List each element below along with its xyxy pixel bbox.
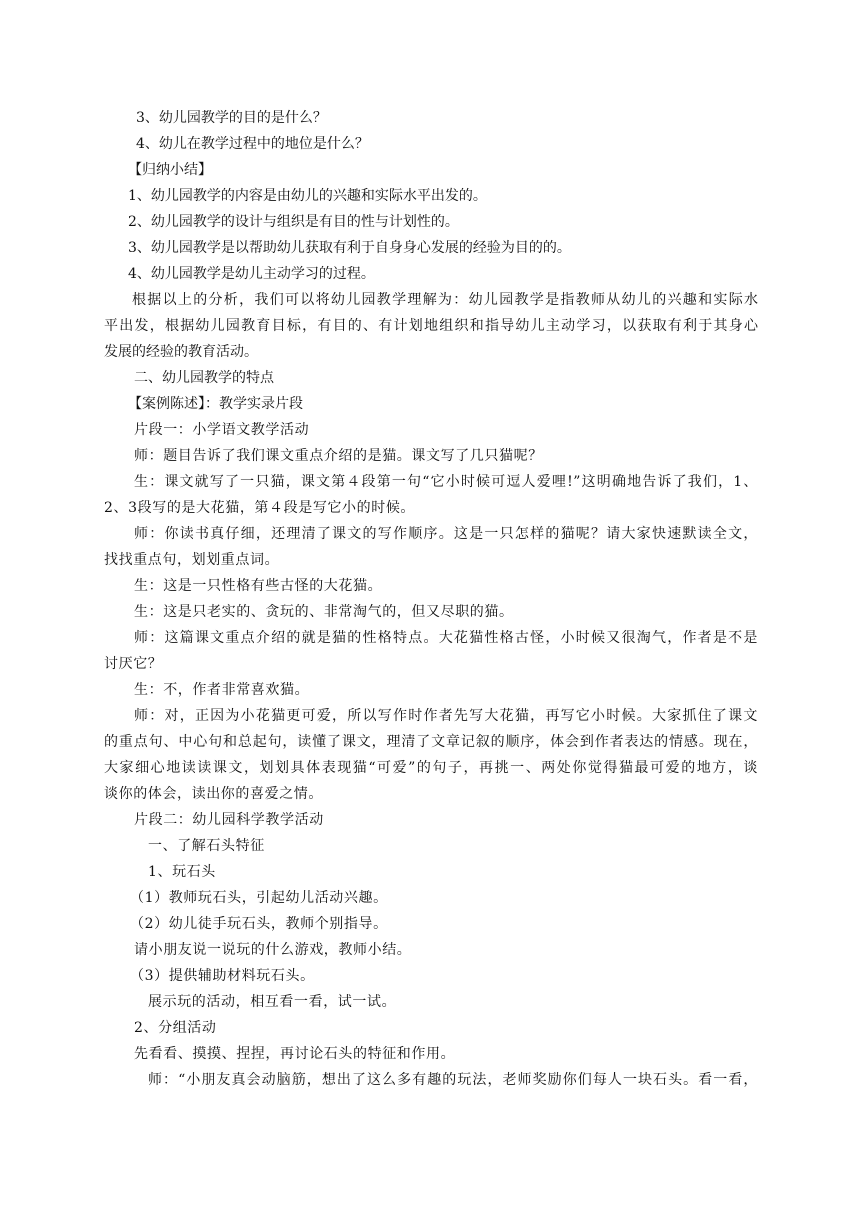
teacher-line-2a: 师：你读书真仔细，还理清了课文的写作顺序。这是一只怎样的猫呢？请大家快速默读全文，	[134, 526, 758, 542]
teacher-line-3b: 讨厌它？	[104, 656, 163, 672]
question-3: 3、幼儿园教学的目的是什么？	[136, 110, 327, 126]
teacher-line-4a: 师：对，正因为小花猫更可爱，所以写作时作者先写大花猫，再写它小时候。大家抓住了课文	[134, 708, 758, 724]
summary-item-2: 2、幼儿园教学的设计与组织是有目的性与计划性的。	[128, 214, 459, 230]
definition-line-3: 发展的经验的教育活动。	[104, 344, 258, 360]
section-heading: 二、幼儿园教学的特点	[134, 370, 274, 386]
teacher-line-4b: 的重点句、中心句和总起句，读懂了课文，理清了文章记叙的顺序，体会到作者表达的情感。现在，	[104, 734, 758, 750]
teacher-line-3a: 师：这篇课文重点介绍的就是猫的性格特点。大花猫性格古怪，小时候又很淘气，作者是不是	[134, 630, 758, 646]
student-line-1b: 2、3段写的是大花猫，第４段是写它小的时候。	[104, 500, 416, 516]
student-line-4: 生：不，作者非常喜欢猫。	[134, 682, 310, 698]
play-step-2-note: 请小朋友说一说玩的什么游戏，教师小结。	[134, 942, 412, 958]
play-heading: 1、玩石头	[148, 864, 216, 880]
definition-line-2: 平出发，根据幼儿园教育目标，有目的、有计划地组织和指导幼儿主动学习，以获取有利于其身心	[104, 318, 758, 334]
fragment-1-title: 片段一：小学语文教学活动	[134, 422, 310, 438]
student-line-2: 生：这是一只性格有些古怪的大花猫。	[134, 578, 383, 594]
question-4: 4、幼儿在教学过程中的地位是什么？	[136, 136, 369, 152]
play-step-2: （2）幼儿徒手玩石头，教师个别指导。	[130, 916, 388, 932]
student-line-1a: 生：课文就写了一只猫，课文第４段第一句“它小时候可逗人爱哩!”这明确地告诉了我们，1、	[134, 474, 758, 490]
play-step-3-note: 展示玩的活动，相互看一看，试一试。	[148, 994, 397, 1010]
teacher-line-1: 师：题目告诉了我们课文重点介绍的是猫。课文写了几只猫呢？	[134, 448, 543, 464]
definition-line-1: 根据以上的分析，我们可以将幼儿园教学理解为：幼儿园教学是指教师从幼儿的兴趣和实际水	[132, 292, 758, 308]
summary-item-3: 3、幼儿园教学是以帮助幼儿获取有利于自身身心发展的经验为目的的。	[128, 240, 571, 256]
fragment-2-title: 片段二：幼儿园科学教学活动	[134, 812, 324, 828]
teacher-line-5: 师：“小朋友真会动脑筋，想出了这么多有趣的玩法，老师奖励你们每人一块石头。看一看，	[148, 1072, 758, 1088]
teacher-line-4d: 谈你的体会，读出你的喜爱之情。	[104, 786, 323, 802]
summary-item-4: 4、幼儿园教学是幼儿主动学习的过程。	[128, 266, 375, 282]
teacher-line-2b: 找找重点句，划划重点词。	[104, 552, 280, 568]
group-heading: 2、分组活动	[134, 1020, 217, 1036]
student-line-3: 生：这是只老实的、贪玩的、非常淘气的，但又尽职的猫。	[134, 604, 514, 620]
teacher-line-4c: 大家细心地读读课文，划划具体表现猫“可爱”的句子，再挑一、两处你觉得猫最可爱的地方，谈	[104, 760, 758, 776]
play-step-1: （1）教师玩石头，引起幼儿活动兴趣。	[130, 890, 388, 906]
part-1-heading: 一、了解石头特征	[148, 838, 265, 854]
summary-heading: 【归纳小结】	[128, 162, 212, 178]
play-step-3: （3）提供辅助材料玩石头。	[130, 968, 315, 984]
case-heading: 【案例陈述】：教学实录片段	[128, 396, 303, 412]
group-note: 先看看、摸摸、捏捏，再讨论石头的特征和作用。	[134, 1046, 456, 1062]
summary-item-1: 1、幼儿园教学的内容是由幼儿的兴趣和实际水平出发的。	[128, 188, 487, 204]
